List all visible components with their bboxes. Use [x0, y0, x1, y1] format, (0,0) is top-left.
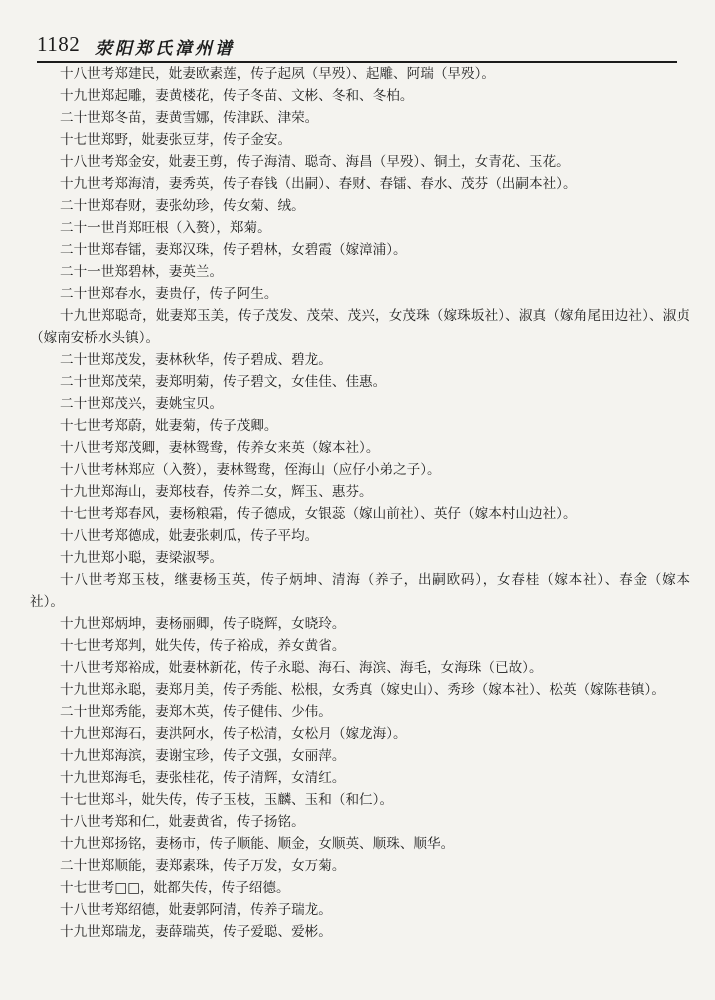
- genealogy-entry: 十八世考郑裕成，妣妻林新花，传子永聪、海石、海滨、海毛，女海珠（已故）。: [60, 660, 543, 676]
- page-number: 1182: [37, 32, 81, 56]
- genealogy-entry: 十八世考郑和仁，妣妻黄省，传子扬铭。: [60, 814, 305, 830]
- genealogy-body: [30, 63, 690, 943]
- genealogy-entry: 二十世郑春水，妻贵仔，传子阿生。: [60, 286, 278, 302]
- genealogy-entry: 十九世考郑海清，妻秀英，传子春钱（出嗣）、春财、春镭、春水、茂芬（出嗣本社）。: [60, 176, 577, 192]
- genealogy-entry: 十九世郑扬铭，妻杨市，传子顺能、顺金，女顺英、顺珠、顺华。: [60, 836, 455, 852]
- genealogy-entry: 十九世郑炳坤，妻杨丽卿，传子晓辉，女晓玲。: [60, 616, 346, 632]
- genealogy-entry: 十九世郑小聪，妻梁淑琴。: [60, 550, 224, 566]
- genealogy-entry: 二十世郑茂兴，妻姚宝贝。: [60, 396, 224, 412]
- genealogy-entry: 十八世考郑建民，妣妻欧素莲，传子起夙（早殁）、起雕、阿瑞（早殁）。: [60, 66, 495, 82]
- genealogy-entry: 十七世郑野，妣妻张豆芽，传子金安。: [60, 132, 292, 148]
- genealogy-entry: 十九世郑永聪，妻郑月美，传子秀能、松根，女秀真（嫁史山）、秀珍（嫁本社）、松英（嫁陈巷镇）。: [60, 682, 665, 698]
- genealogy-entry: 二十世郑春财，妻张幼珍，传女菊、绒。: [60, 198, 305, 214]
- genealogy-entry: 二十一世肖郑旺根（入赘），郑菊。: [60, 220, 271, 236]
- genealogy-entry: 十七世郑斗，妣失传，传子玉枝，玉麟、玉和（和仁）。: [60, 792, 394, 808]
- genealogy-entry: 十九世郑起雕，妻黄楼花，传子冬苗、文彬、冬和、冬柏。: [60, 88, 414, 104]
- genealogy-entry: 十七世考郑春风，妻杨粮霜，传子德成，女银蕊（嫁山前社）、英仔（嫁本村山边社）。: [60, 506, 577, 522]
- genealogy-entry: 二十世郑顺能，妻郑素珠，传子万发，女万菊。: [60, 858, 346, 874]
- book-title: 荥阳郑氏漳州谱: [95, 39, 235, 59]
- genealogy-entry: 十八世考林郑应（入赘），妻林鸳鸯，侄海山（应仔小弟之子）。: [60, 462, 441, 478]
- genealogy-entry: 十九世郑海滨，妻谢宝珍，传子文强，女丽萍。: [60, 748, 346, 764]
- genealogy-entry: 二十一世郑碧林，妻英兰。: [60, 264, 224, 280]
- genealogy-entry: 十八世考郑茂卿，妻林鸳鸯，传养女来英（嫁本社）。: [60, 440, 380, 456]
- genealogy-entry: 二十世郑茂发，妻林秋华，传子碧成、碧龙。: [60, 352, 332, 368]
- page-header: [37, 28, 677, 62]
- genealogy-entry: 十九世郑海石，妻洪阿水，传子松清，女松月（嫁龙海）。: [60, 726, 407, 742]
- genealogy-entry: 十九世郑聪奇，妣妻郑玉美，传子茂发、茂荣、茂兴，女茂珠（嫁珠坂社）、淑真（嫁角尾田边社）、淑贞（嫁南安桥水头镇）。: [30, 308, 690, 346]
- genealogy-entry: 二十世郑秀能，妻郑木英，传子健伟、少伟。: [60, 704, 332, 720]
- genealogy-entry: 十八世考郑绍德，妣妻郭阿清，传养子瑞龙。: [60, 902, 332, 918]
- genealogy-entry: 十八世考郑玉枝，继妻杨玉英，传子炳坤、清海（养子，出嗣欧码），女春桂（嫁本社）、春金（嫁本社）。: [30, 572, 690, 610]
- genealogy-entry: 十九世郑海毛，妻张桂花，传子清辉，女清红。: [60, 770, 346, 786]
- genealogy-entry: 十七世考郑判，妣失传，传子裕成，养女黄省。: [60, 638, 346, 654]
- genealogy-entry: 二十世郑春镭，妻郑汉珠，传子碧林，女碧霞（嫁漳浦）。: [60, 242, 407, 258]
- genealogy-entry: 十七世考郑蔚，妣妻菊，传子茂卿。: [60, 418, 278, 434]
- genealogy-entry: 十八世考郑金安，妣妻王剪，传子海清、聪奇、海昌（早殁）、铜土，女青花、玉花。: [60, 154, 570, 170]
- genealogy-entry: 十九世郑瑞龙，妻薛瑞英，传子爱聪、爱彬。: [60, 924, 332, 940]
- genealogy-entry: 二十世郑冬苗，妻黄雪娜，传津跃、津荣。: [60, 110, 319, 126]
- genealogy-entry: 二十世郑茂荣，妻郑明菊，传子碧文，女佳佳、佳惠。: [60, 374, 387, 390]
- genealogy-entry: 十九世郑海山，妻郑枝春，传养二女，辉玉、惠芬。: [60, 484, 373, 500]
- genealogy-entry: 十七世考□□，妣都失传，传子绍德。: [60, 880, 290, 896]
- genealogy-entry: 十八世考郑德成，妣妻张刺瓜，传子平均。: [60, 528, 319, 544]
